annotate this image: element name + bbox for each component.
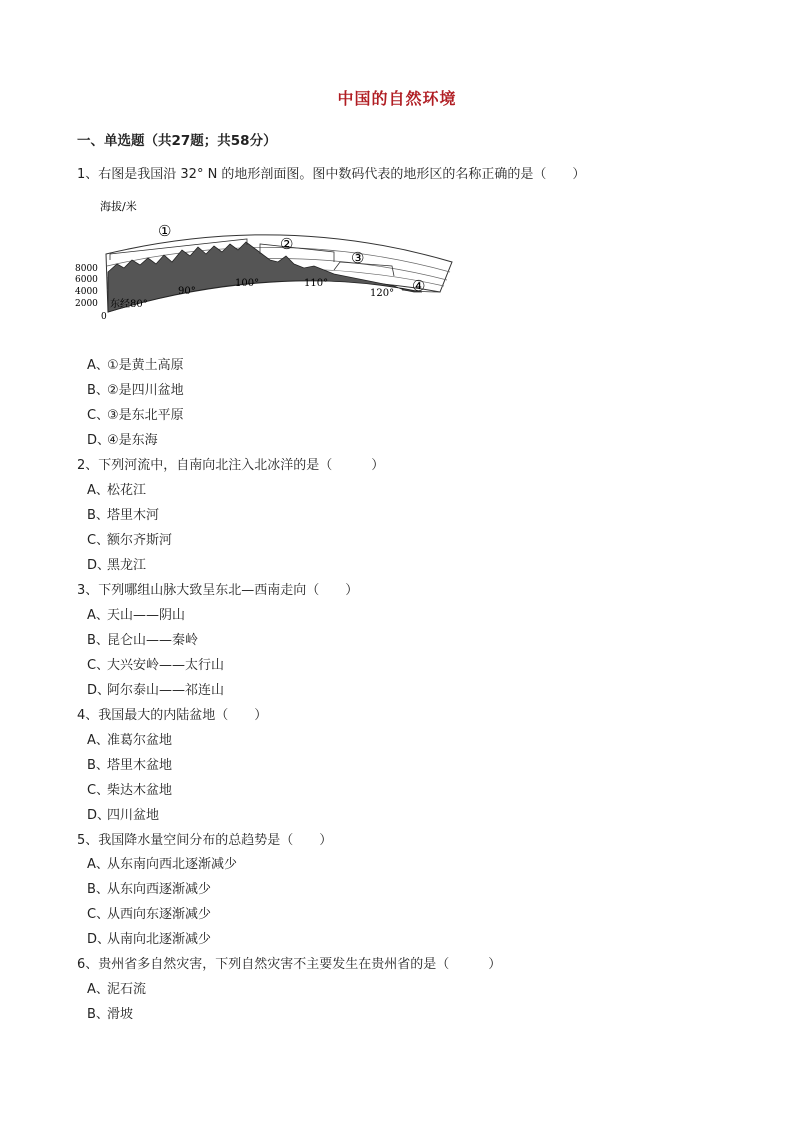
option-item[interactable] [87, 853, 237, 872]
option-item[interactable] [87, 903, 211, 922]
marker-label: ③ [351, 249, 365, 267]
option-letter: D、 [87, 808, 111, 823]
option-item[interactable] [87, 779, 172, 798]
question-stem: 3、下列哪组山脉大致呈东北—西南走向（ ） [77, 583, 359, 598]
option-item[interactable] [87, 878, 211, 897]
option-letter: A、 [87, 358, 109, 373]
xtick-label: 120° [370, 288, 395, 299]
question-stem: 1、右图是我国沿 32° N 的地形剖面图。图中数码代表的地形区的名称正确的是（ ） [77, 167, 586, 182]
terrain-profile [108, 242, 422, 312]
option-letter: D、 [87, 932, 111, 947]
option-item[interactable] [87, 978, 146, 997]
terrain-profile-figure [72, 192, 462, 327]
option-letter: C、 [87, 533, 110, 548]
option-item[interactable] [87, 654, 224, 673]
option-letter: D、 [87, 683, 111, 698]
option-text: 黑龙江 [107, 558, 147, 573]
option-text: 从东向西逐渐减少 [107, 882, 212, 897]
option-text: ③是东北平原 [107, 408, 184, 423]
ytick-label: 8000 [75, 264, 98, 274]
option-text: 从西向东逐渐减少 [107, 907, 212, 922]
option-letter: D、 [87, 433, 111, 448]
option-letter: C、 [87, 783, 110, 798]
document-title: 中国的自然环境 [337, 89, 457, 108]
option-text: ④是东海 [107, 433, 158, 448]
option-item[interactable] [87, 604, 185, 623]
figure-ylabel: 海拔/米 [100, 200, 137, 213]
option-item[interactable] [87, 629, 198, 648]
option-item[interactable] [87, 928, 211, 947]
option-text: 准葛尔盆地 [107, 733, 173, 748]
option-item[interactable] [87, 379, 184, 398]
region-bracket [260, 244, 334, 262]
option-text: 塔里木河 [107, 508, 160, 523]
option-letter: A、 [87, 982, 109, 997]
option-text: ①是黄土高原 [107, 358, 184, 373]
option-letter: C、 [87, 658, 110, 673]
question-stem: 4、我国最大的内陆盆地（ ） [77, 708, 268, 723]
option-item[interactable] [87, 554, 146, 573]
option-letter: C、 [87, 408, 110, 423]
option-item[interactable] [87, 354, 184, 373]
ytick-label: 2000 [75, 299, 98, 309]
option-text: ②是四川盆地 [107, 383, 184, 398]
option-text: 四川盆地 [107, 808, 160, 823]
ytick-label: 6000 [75, 275, 98, 285]
option-letter: A、 [87, 733, 109, 748]
option-text: 塔里木盆地 [107, 758, 173, 773]
option-letter: B、 [87, 633, 109, 648]
option-text: 从东南向西北逐渐减少 [107, 857, 238, 872]
option-text: 阿尔泰山——祁连山 [107, 683, 225, 698]
ytick-label: 0 [101, 312, 107, 322]
xtick-label: 110° [304, 278, 329, 289]
marker-label: ① [158, 222, 172, 240]
option-text: 大兴安岭——太行山 [107, 658, 225, 673]
option-item[interactable] [87, 504, 159, 523]
option-text: 松花江 [107, 483, 147, 498]
option-letter: B、 [87, 758, 109, 773]
xtick-label: 东经80° [110, 299, 148, 310]
option-text: 泥石流 [107, 982, 147, 997]
option-letter: B、 [87, 1007, 109, 1022]
marker-label: ④ [412, 277, 426, 295]
option-text: 从南向北逐渐减少 [107, 932, 212, 947]
option-item[interactable] [87, 529, 172, 548]
section-heading: 一、单选题（共27题；共58分） [77, 133, 277, 149]
option-letter: A、 [87, 857, 109, 872]
option-text: 昆仑山——秦岭 [107, 633, 199, 648]
option-text: 额尔齐斯河 [107, 533, 173, 548]
option-item[interactable] [87, 1003, 133, 1022]
option-letter: B、 [87, 383, 109, 398]
option-item[interactable] [87, 729, 172, 748]
question-stem: 5、我国降水量空间分布的总趋势是（ ） [77, 833, 333, 848]
ytick-label: 4000 [75, 287, 98, 297]
xtick-label: 100° [235, 278, 260, 289]
option-text: 柴达木盆地 [107, 783, 173, 798]
option-item[interactable] [87, 479, 146, 498]
option-item[interactable] [87, 754, 172, 773]
option-letter: B、 [87, 508, 109, 523]
question-stem: 2、下列河流中，自南向北注入北冰洋的是（ ） [77, 458, 385, 473]
option-text: 天山——阴山 [107, 608, 186, 623]
question-stem: 6、贵州省多自然灾害，下列自然灾害不主要发生在贵州省的是（ ） [77, 957, 502, 972]
option-text: 滑坡 [107, 1007, 134, 1022]
option-item[interactable] [87, 429, 158, 448]
option-item[interactable] [87, 679, 224, 698]
option-letter: B、 [87, 882, 109, 897]
option-letter: A、 [87, 483, 109, 498]
option-letter: D、 [87, 558, 111, 573]
option-letter: C、 [87, 907, 110, 922]
marker-label: ② [280, 235, 294, 253]
xtick-label: 90° [178, 286, 196, 297]
option-item[interactable] [87, 804, 159, 823]
option-item[interactable] [87, 404, 184, 423]
option-letter: A、 [87, 608, 109, 623]
